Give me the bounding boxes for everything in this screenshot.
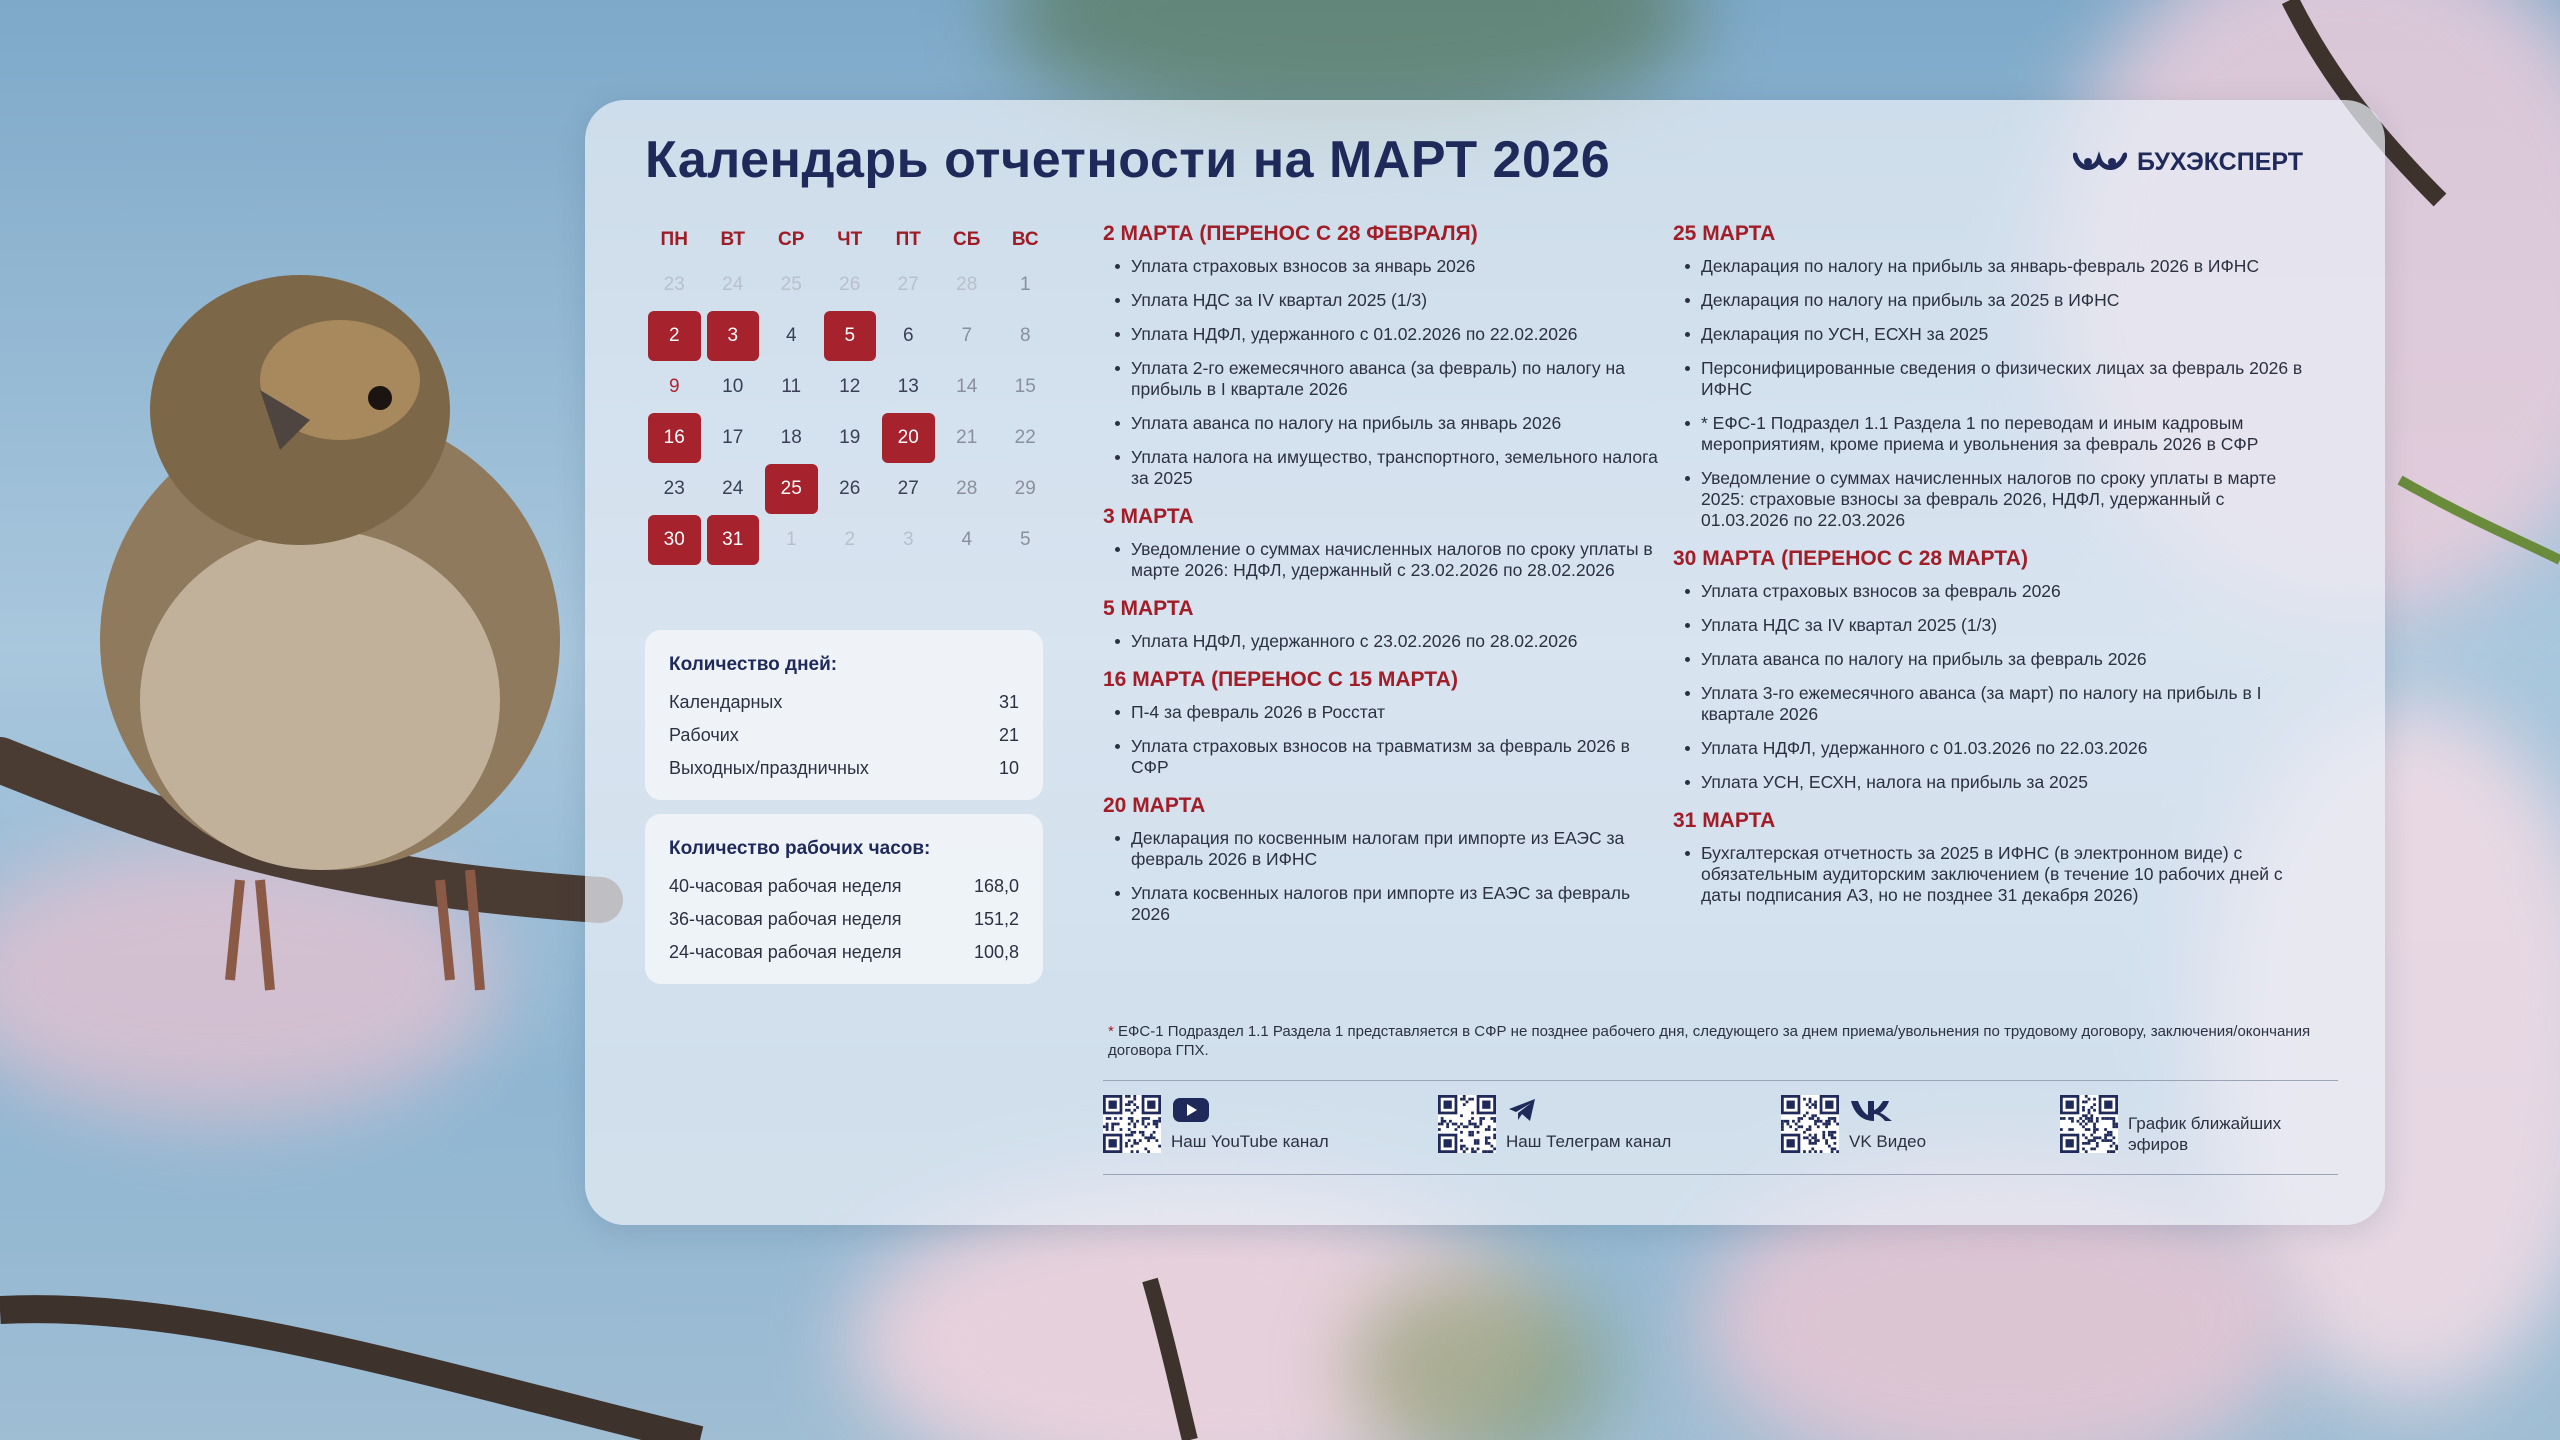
calendar-day: 26 [839, 274, 861, 295]
deadline-item: Уплата 3-го ежемесячного аванса (за март) по налогу на прибыль в I квартале 2026 [1701, 683, 2313, 725]
calendar-day: 24 [722, 274, 744, 295]
deadline-section [1103, 668, 1663, 778]
weekday-label: СБ [953, 229, 981, 250]
telegram-link[interactable] [1438, 1095, 1671, 1153]
calendar-day: 23 [663, 274, 685, 295]
days-count-title: Количество дней: [669, 654, 838, 675]
weekday-label: ВС [1011, 229, 1039, 250]
count-value: 168,0 [973, 876, 1019, 896]
calendar-day: 7 [961, 325, 973, 347]
deadline-item: Уведомление о суммах начисленных налогов по сроку уплаты в марте 2026: НДФЛ, удержанный с 23.02.2026 по 28.02.2026 [1131, 539, 1663, 581]
divider [1103, 1174, 2338, 1175]
vk-link[interactable] [1781, 1095, 1926, 1153]
deadline-date-heading: 2 МАРТА (ПЕРЕНОС С 28 ФЕВРАЛЯ) [1103, 222, 1478, 245]
deadline-date-heading: 16 МАРТА (ПЕРЕНОС С 15 МАРТА) [1103, 668, 1458, 691]
deadline-item: Декларация по косвенным налогам при импорте из ЕАЭС за февраль 2026 в ИФНС [1131, 828, 1663, 870]
deadline-item: Уплата НДФЛ, удержанного с 01.03.2026 по 22.03.2026 [1701, 738, 2313, 759]
deadline-item: * ЕФС-1 Подраздел 1.1 Раздела 1 по переводам и иным кадровым мероприятиям, кроме приема и увольнения за февраль 2026 в СФР [1701, 413, 2313, 455]
calendar-day-deadline: 2 [648, 311, 701, 361]
deadline-section [1103, 794, 1663, 925]
brand-logo[interactable] [2073, 148, 2303, 177]
weekday-label: ПТ [895, 229, 921, 250]
calendar-day-deadline: 30 [648, 515, 701, 565]
deadline-list [1103, 828, 1663, 925]
calendar-day: 21 [956, 427, 978, 449]
brand-name: БУХЭКСПЕРТ [2137, 148, 2303, 176]
deadline-date-heading: 5 МАРТА [1103, 597, 1194, 620]
count-label: 24-часовая рабочая неделя [669, 942, 902, 962]
calendar-week [645, 311, 1055, 362]
deadline-item: Уплата страховых взносов за февраль 2026 [1701, 581, 2313, 602]
deadline-item: Уплата косвенных налогов при импорте из ЕАЭС за февраль 2026 [1131, 883, 1663, 925]
deadline-list [1103, 702, 1663, 778]
count-value: 100,8 [973, 942, 1019, 962]
count-row [645, 752, 1043, 785]
calendar-day: 18 [780, 427, 802, 449]
deadline-section [1673, 547, 2313, 793]
link-label: VK Видео [1849, 1132, 1927, 1151]
qr-code[interactable] [1781, 1095, 1839, 1153]
calendar-day: 3 [902, 529, 914, 551]
weekday-label: СР [778, 229, 805, 250]
deadline-item: Уплата 2-го ежемесячного аванса (за февраль) по налогу на прибыль в I квартале 2026 [1131, 358, 1663, 400]
deadline-item: Уплата страховых взносов на травматизм за февраль 2026 в СФР [1131, 736, 1663, 778]
count-label: Выходных/праздничных [669, 758, 869, 778]
calendar-day: 28 [956, 478, 978, 500]
calendar-day: 27 [897, 478, 919, 500]
deadline-item: Декларация по налогу на прибыль за 2025 в ИФНС [1701, 290, 2313, 311]
calendar-day: 1 [1019, 274, 1031, 295]
calendar-day: 29 [1014, 478, 1036, 500]
deadline-section [1673, 809, 2313, 906]
footnote-text: ЕФС-1 Подраздел 1.1 Раздела 1 представляется в СФР не позднее рабочего дня, следующего за днем приема/увольнения по трудовому договору, заключения/окончания договора ГПХ. [1108, 1023, 2311, 1059]
count-label: 40-часовая рабочая неделя [669, 876, 902, 896]
deadline-section [1673, 222, 2313, 531]
calendar-day: 4 [961, 529, 973, 551]
telegram-icon [1506, 1095, 1538, 1125]
calendar-day-deadline: 20 [882, 413, 935, 463]
calendar-day: 19 [839, 427, 861, 449]
youtube-link[interactable] [1103, 1095, 1329, 1153]
hours-count-box [645, 814, 1043, 984]
count-row [645, 686, 1043, 719]
count-row [645, 719, 1043, 752]
deadline-section [1103, 597, 1663, 652]
deadline-item: Уплата аванса по налогу на прибыль за февраль 2026 [1701, 649, 2313, 670]
deadline-date-heading: 20 МАРТА [1103, 794, 1206, 817]
calendar-day: 13 [897, 376, 919, 398]
deadline-list [1103, 539, 1663, 581]
deadline-item: Уплата УСН, ЕСХН, налога на прибыль за 2025 [1701, 772, 2313, 793]
deadlines-column-left [1103, 222, 1663, 941]
deadline-item: Уплата налога на имущество, транспортного, земельного налога за 2025 [1131, 447, 1663, 489]
deadline-section [1103, 222, 1663, 489]
deadline-list [1673, 581, 2313, 793]
footnote [1108, 1022, 2338, 1060]
calendar-day: 22 [1014, 427, 1036, 449]
calendar-day: 28 [956, 274, 978, 295]
calendar-week [645, 362, 1055, 413]
calendar-day-deadline: 25 [765, 464, 818, 514]
qr-code[interactable] [1438, 1095, 1496, 1153]
social-links [1103, 1095, 2338, 1165]
deadline-item: Уплата аванса по налогу на прибыль за январь 2026 [1131, 413, 1663, 434]
calendar-day: 15 [1014, 376, 1036, 398]
deadline-date-heading: 25 МАРТА [1673, 222, 1776, 245]
hours-count-title: Количество рабочих часов: [669, 838, 931, 859]
deadline-section [1103, 505, 1663, 581]
calendar-day: 8 [1019, 325, 1031, 347]
calendar-week [645, 464, 1055, 515]
deadline-list [1103, 256, 1663, 489]
link-label: Наш YouTube канал [1171, 1132, 1329, 1151]
days-count-box [645, 630, 1043, 800]
deadline-item: Уплата НДС за IV квартал 2025 (1/3) [1131, 290, 1663, 311]
calendar-day-deadline: 5 [824, 311, 877, 361]
calendar-day-deadline: 31 [707, 515, 760, 565]
count-value: 10 [998, 758, 1019, 778]
calendar-day: 11 [781, 376, 802, 398]
weekday-header [645, 220, 1055, 260]
deadline-item: Уведомление о суммах начисленных налогов по сроку уплаты в марте 2025: страховые взносы за февраль 2026, НДФЛ, удержанный с 01.03.2026 по 22.03.2026 [1701, 468, 2313, 531]
deadline-list [1103, 631, 1663, 652]
deadline-item: Декларация по УСН, ЕСХН за 2025 [1701, 324, 2313, 345]
deadline-date-heading: 30 МАРТА (ПЕРЕНОС С 28 МАРТА) [1673, 547, 2028, 570]
calendar-day-deadline: 3 [707, 311, 760, 361]
calendar-day: 10 [722, 376, 744, 398]
deadline-date-heading: 3 МАРТА [1103, 505, 1194, 528]
report-calendar-card [585, 100, 2385, 1225]
calendar-day: 14 [956, 376, 978, 398]
deadline-list [1673, 843, 2313, 906]
calendar-day: 17 [722, 427, 744, 449]
calendar-day: 2 [844, 529, 856, 551]
bukhexpert-logo-icon [2073, 149, 2127, 177]
calendar-day: 5 [1019, 529, 1031, 551]
calendar-week [645, 413, 1055, 464]
schedule-link[interactable] [2060, 1095, 2308, 1155]
page-title: Календарь отчетности на МАРТ 2026 [645, 131, 1611, 189]
qr-code[interactable] [1103, 1095, 1161, 1153]
divider [1103, 1080, 2338, 1081]
weekday-label: ЧТ [837, 229, 863, 250]
qr-code[interactable] [2060, 1095, 2118, 1153]
calendar-day: 6 [902, 325, 914, 347]
deadline-item: Декларация по налогу на прибыль за январь-февраль 2026 в ИФНС [1701, 256, 2313, 277]
link-label: Наш Телеграм канал [1506, 1132, 1672, 1151]
count-row [645, 870, 1043, 903]
vk-icon [1849, 1095, 1895, 1125]
calendar-grid [645, 260, 1055, 566]
deadline-list [1673, 256, 2313, 531]
calendar-day: 25 [780, 274, 802, 295]
deadline-item: Уплата страховых взносов за январь 2026 [1131, 256, 1663, 277]
count-label: 36-часовая рабочая неделя [669, 909, 902, 929]
count-row [645, 936, 1043, 969]
calendar-day: 4 [785, 325, 797, 347]
calendar-day: 1 [785, 529, 797, 551]
calendar-day: 27 [897, 274, 919, 295]
deadline-item: П-4 за февраль 2026 в Росстат [1131, 702, 1663, 723]
deadline-item: Уплата НДФЛ, удержанного с 01.02.2026 по 22.02.2026 [1131, 324, 1663, 345]
deadlines-column-right [1673, 222, 2313, 922]
deadline-item: Персонифицированные сведения о физических лицах за февраль 2026 в ИФНС [1701, 358, 2313, 400]
count-value: 31 [998, 692, 1019, 712]
calendar-day: 24 [722, 478, 744, 500]
count-value: 151,2 [973, 909, 1019, 929]
footnote-star: * [1108, 1023, 1114, 1040]
calendar-week [645, 260, 1055, 311]
calendar-day-deadline: 16 [648, 413, 701, 463]
weekday-label: ВТ [720, 229, 746, 250]
calendar-week [645, 515, 1055, 566]
youtube-icon [1171, 1095, 1211, 1125]
month-calendar [645, 220, 1055, 567]
calendar-day: 9 [668, 376, 680, 398]
deadline-item: Уплата НДФЛ, удержанного с 23.02.2026 по 28.02.2026 [1131, 631, 1663, 652]
deadline-item: Уплата НДС за IV квартал 2025 (1/3) [1701, 615, 2313, 636]
count-label: Рабочих [669, 725, 739, 745]
weekday-label: ПН [660, 229, 688, 250]
calendar-day: 23 [663, 478, 685, 500]
link-label: График ближайших эфиров [2128, 1114, 2282, 1154]
deadline-item: Бухгалтерская отчетность за 2025 в ИФНС (в электронном виде) с обязательным аудиторским заключением (в течение 10 рабочих дней с даты подписания АЗ, но не позднее 31 декабря 2026) [1701, 843, 2313, 906]
deadline-date-heading: 31 МАРТА [1673, 809, 1776, 832]
calendar-day: 12 [839, 376, 861, 398]
count-row [645, 903, 1043, 936]
count-label: Календарных [669, 692, 783, 712]
calendar-day: 26 [839, 478, 861, 500]
count-value: 21 [998, 725, 1019, 745]
